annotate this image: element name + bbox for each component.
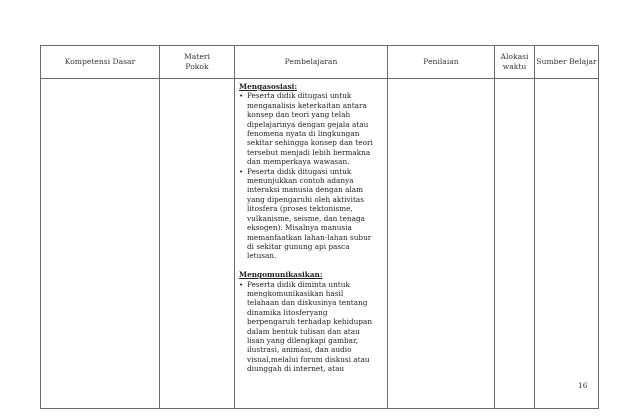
cell-kompetensi-dasar — [41, 79, 160, 409]
cell-penilaian — [388, 79, 495, 409]
cell-pembelajaran — [235, 79, 388, 409]
list-item: • Peserta didik diminta untuk mengkomunikasikan hasil telahaan dan diskusinya tentang dinamika litosferyang berpengaruh terhadap kehidupan dalam bentuk tulisan dan atau lisan yang dilengkapi gambar, ilustrasi, animasi, dan audio visual,melalui forum diskusi atau diunggah di internet, atau — [239, 280, 384, 374]
header-row — [41, 46, 599, 79]
body-row — [41, 79, 599, 409]
header-materi-pokok: Materi Pokok — [160, 46, 235, 79]
header-pembelajaran: Pembelajaran — [235, 46, 388, 79]
section-title-mengomunikasikan: Mengomunikasikan: — [239, 270, 323, 280]
cell-alokasi-waktu — [495, 79, 535, 409]
page-number: 16 — [578, 381, 588, 390]
header-penilaian: Penilaian — [388, 46, 495, 79]
section-title-mengasosiasi: Mengasosiasi: — [239, 82, 298, 91]
syllabus-table — [40, 45, 599, 409]
cell-materi-pokok — [160, 79, 235, 409]
list-item: • Peserta didik ditugasi untuk menganalisis keterkaitan antara konsep dan teori yang telah dipelajarinya dengan gejala atau fenomena nyata di lingkungan sekitar sehingga konsep dan teori tersebut menjadi lebih bermakna dan memperkaya wawasan. — [239, 91, 384, 166]
header-kompetensi-dasar: Kompetensi Dasar — [41, 46, 160, 79]
mengomunikasikan-list — [239, 280, 384, 374]
mengasosiasi-list — [239, 91, 384, 260]
header-sumber-belajar: Sumber Belajar — [535, 46, 599, 79]
list-item: • Peserta didik ditugasi untuk menunjukkan contoh adanya interaksi manusia dengan alam yang dipengaruhi oleh aktivitas litosfera (proses tektonisme, vulkanisme, seisme, dan tenaga eksogen). Misalnya manusia memanfaatkan lahan-lahan subur di sekitar gunung api pasca letusan. — [239, 167, 384, 261]
header-alokasi-waktu: Alokasi waktu — [495, 46, 535, 79]
cell-sumber-belajar — [535, 79, 599, 409]
